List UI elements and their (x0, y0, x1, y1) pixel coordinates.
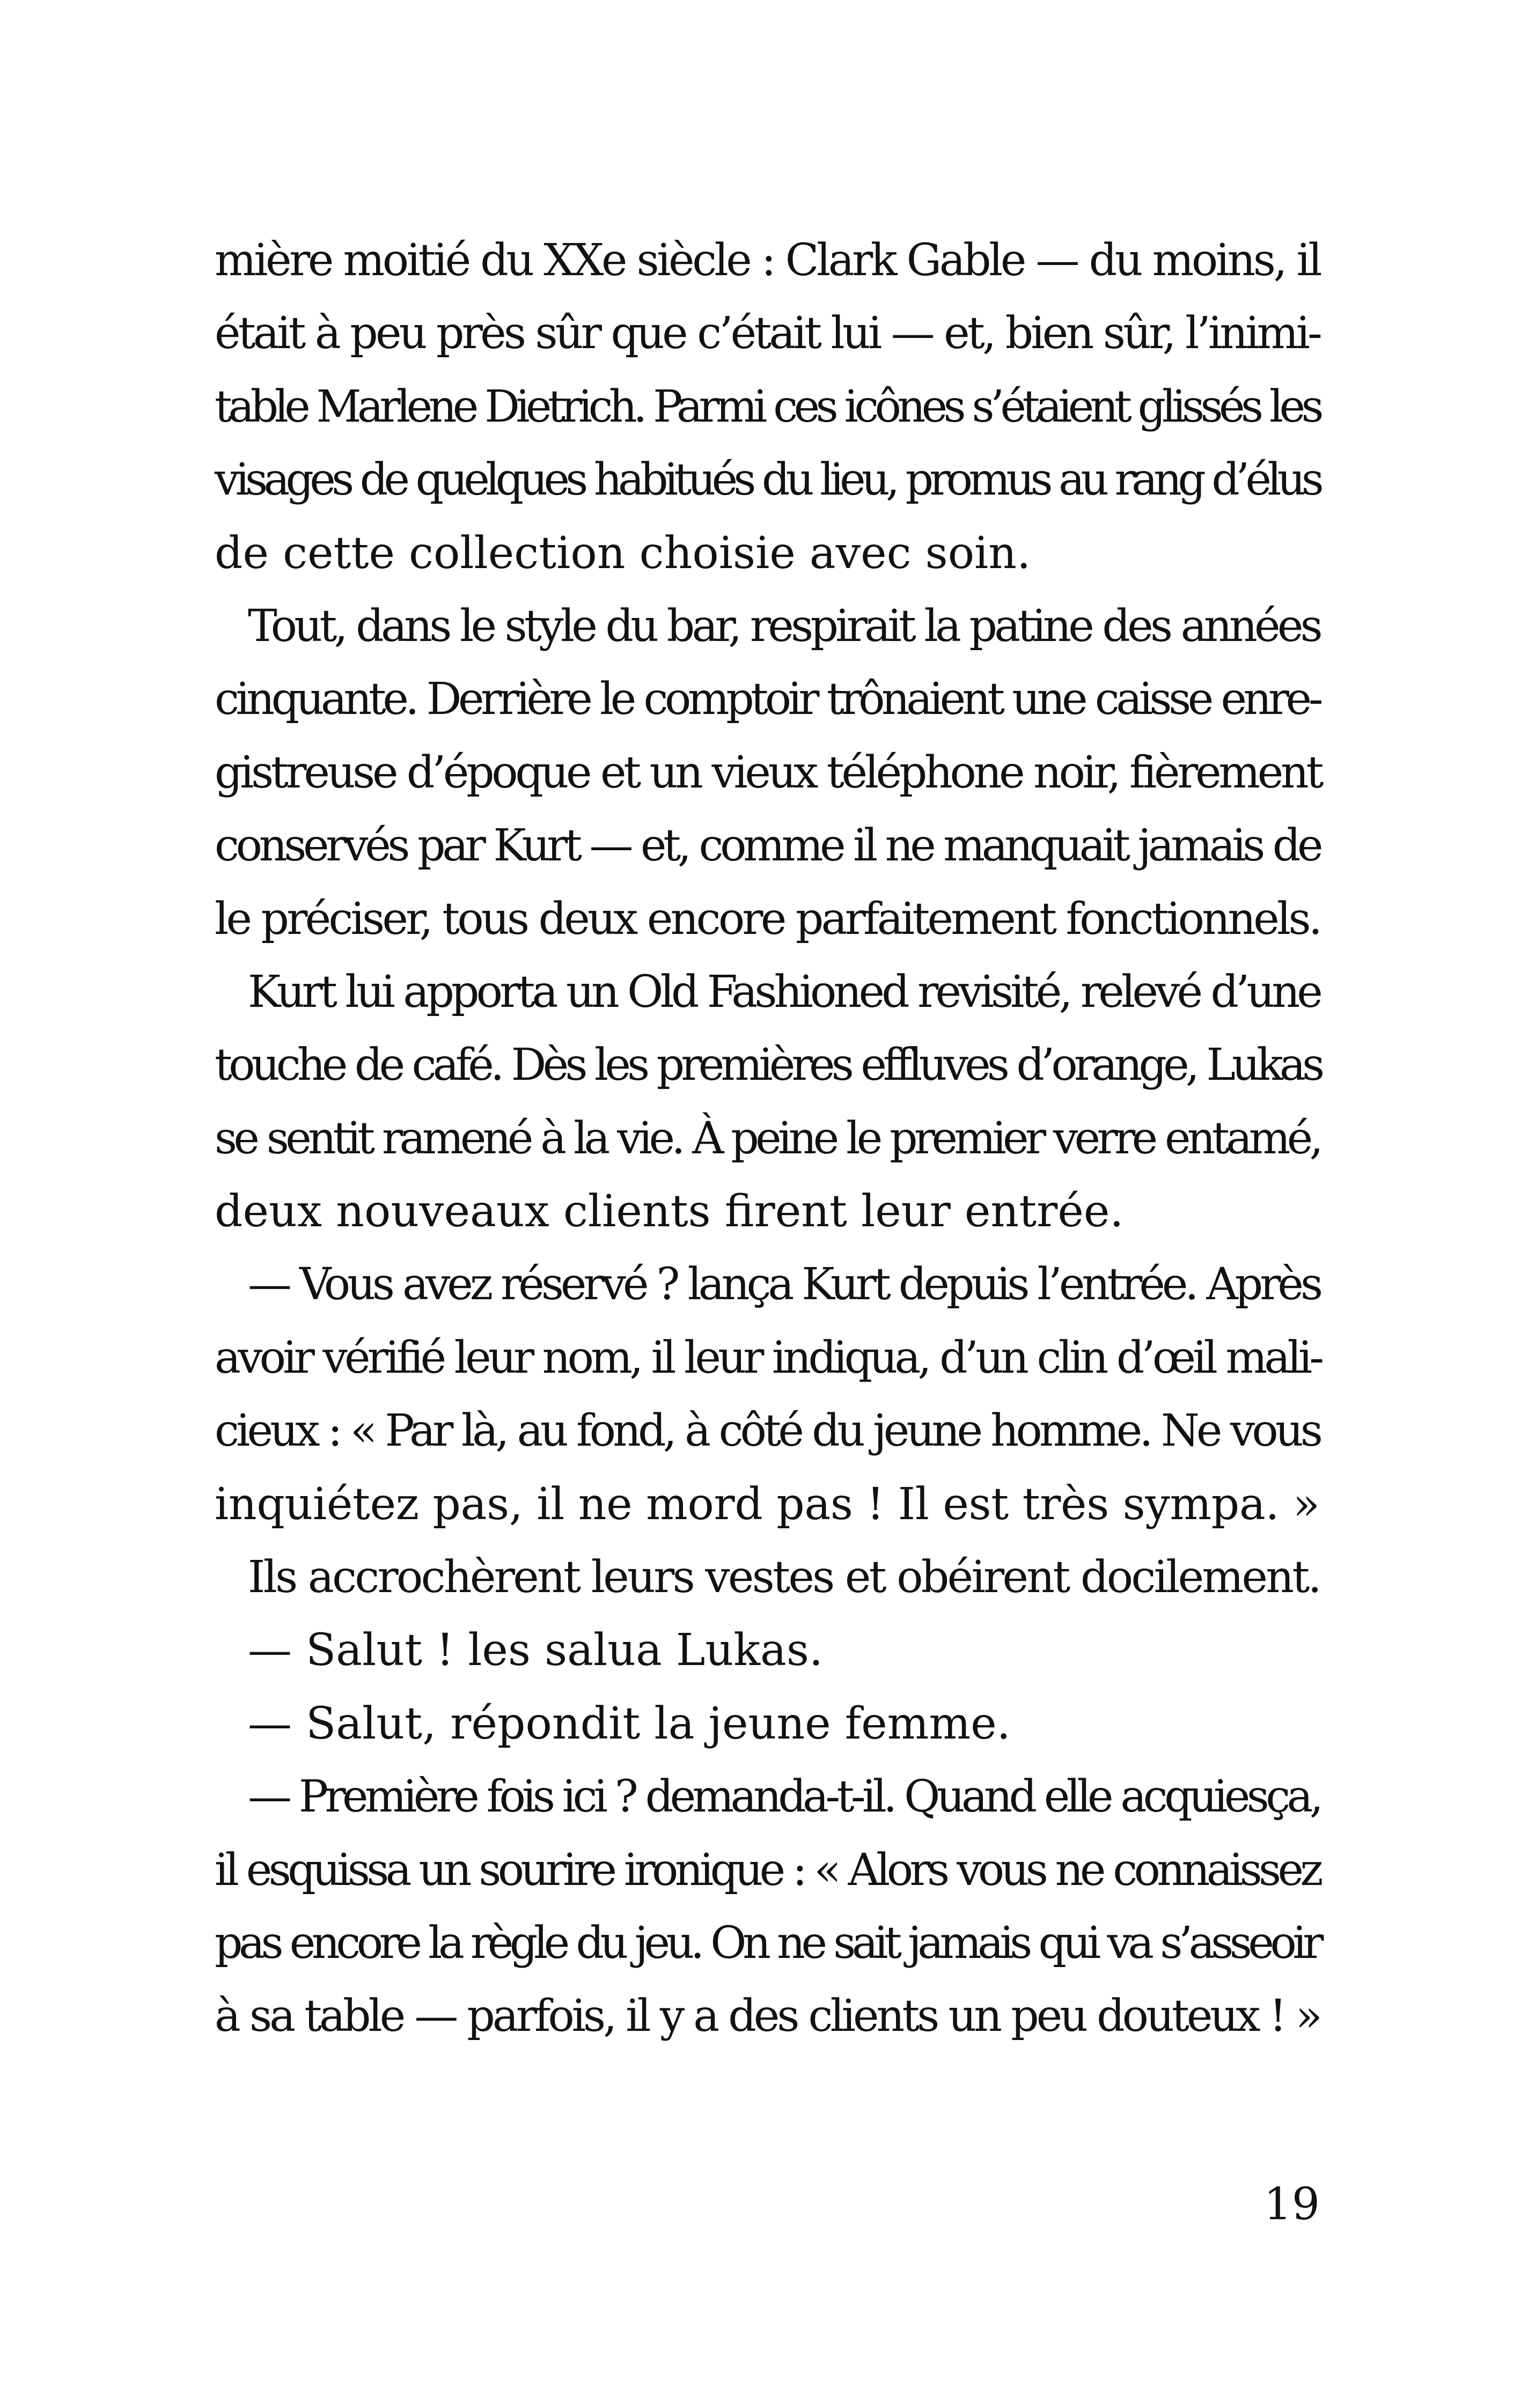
text-line: cieux : « Par là, au fond, à côté du jeune homme. Ne vous (215, 1405, 1320, 1457)
text-line: était à peu près sûr que c’était lui — et, bien sûr, l’inimi- (215, 308, 1320, 359)
text-line: cinquante. Derrière le comptoir trônaient une caisse enre- (215, 674, 1320, 725)
text-line: inquiétez pas, il ne mord pas ! Il est très sympa. » (215, 1478, 1320, 1530)
text-line: à sa table — parfois, il y a des clients un peu douteux ! » (215, 1991, 1320, 2042)
text-line: gistreuse d’époque et un vieux téléphone noir, fièrement (215, 747, 1321, 798)
text-line: mière moitié du XXe siècle : Clark Gable — du moins, il (215, 235, 1320, 286)
text-line: touche de café. Dès les premières effluves d’orange, Lukas (215, 1040, 1321, 1091)
text-line: avoir vérifié leur nom, il leur indiqua, d’un clin d’œil mali- (215, 1332, 1321, 1383)
text-line: — Salut, répondit la jeune femme. (248, 1698, 1011, 1749)
text-line: il esquissa un sourire ironique : « Alors vous ne connaissez (215, 1844, 1320, 1896)
text-line: Ils accrochèrent leurs vestes et obéirent docilement. (248, 1552, 1320, 1603)
text-line: se sentit ramené à la vie. À peine le premier verre entamé, (215, 1113, 1320, 1164)
text-line: pas encore la règle du jeu. On ne sait jamais qui va s’asseoir (215, 1917, 1320, 1969)
text-line: visages de quelques habitués du lieu, promus au rang d’élus (215, 454, 1320, 506)
text-line: — Première fois ici ? demanda-t-il. Quand elle acquiesça, (248, 1771, 1320, 1823)
text-line: Tout, dans le style du bar, respirait la patine des années (248, 600, 1320, 652)
page-number: 19 (1263, 2179, 1320, 2230)
text-line: table Marlene Dietrich. Parmi ces icônes s’étaient glissés les (215, 381, 1320, 432)
text-line: le préciser, tous deux encore parfaitement fonctionnels. (215, 893, 1320, 945)
body-text (215, 224, 1320, 2053)
text-line: — Salut ! les salua Lukas. (248, 1625, 824, 1676)
text-line: conservés par Kurt — et, comme il ne manquait jamais de (215, 820, 1320, 872)
text-line: deux nouveaux clients firent leur entrée. (215, 1186, 1124, 1238)
text-line: Kurt lui apporta un Old Fashioned revisité, relevé d’une (248, 966, 1320, 1018)
text-line: de cette collection choisie avec soin. (215, 527, 1031, 579)
text-line: — Vous avez réservé ? lança Kurt depuis l’entrée. Après (248, 1259, 1320, 1310)
